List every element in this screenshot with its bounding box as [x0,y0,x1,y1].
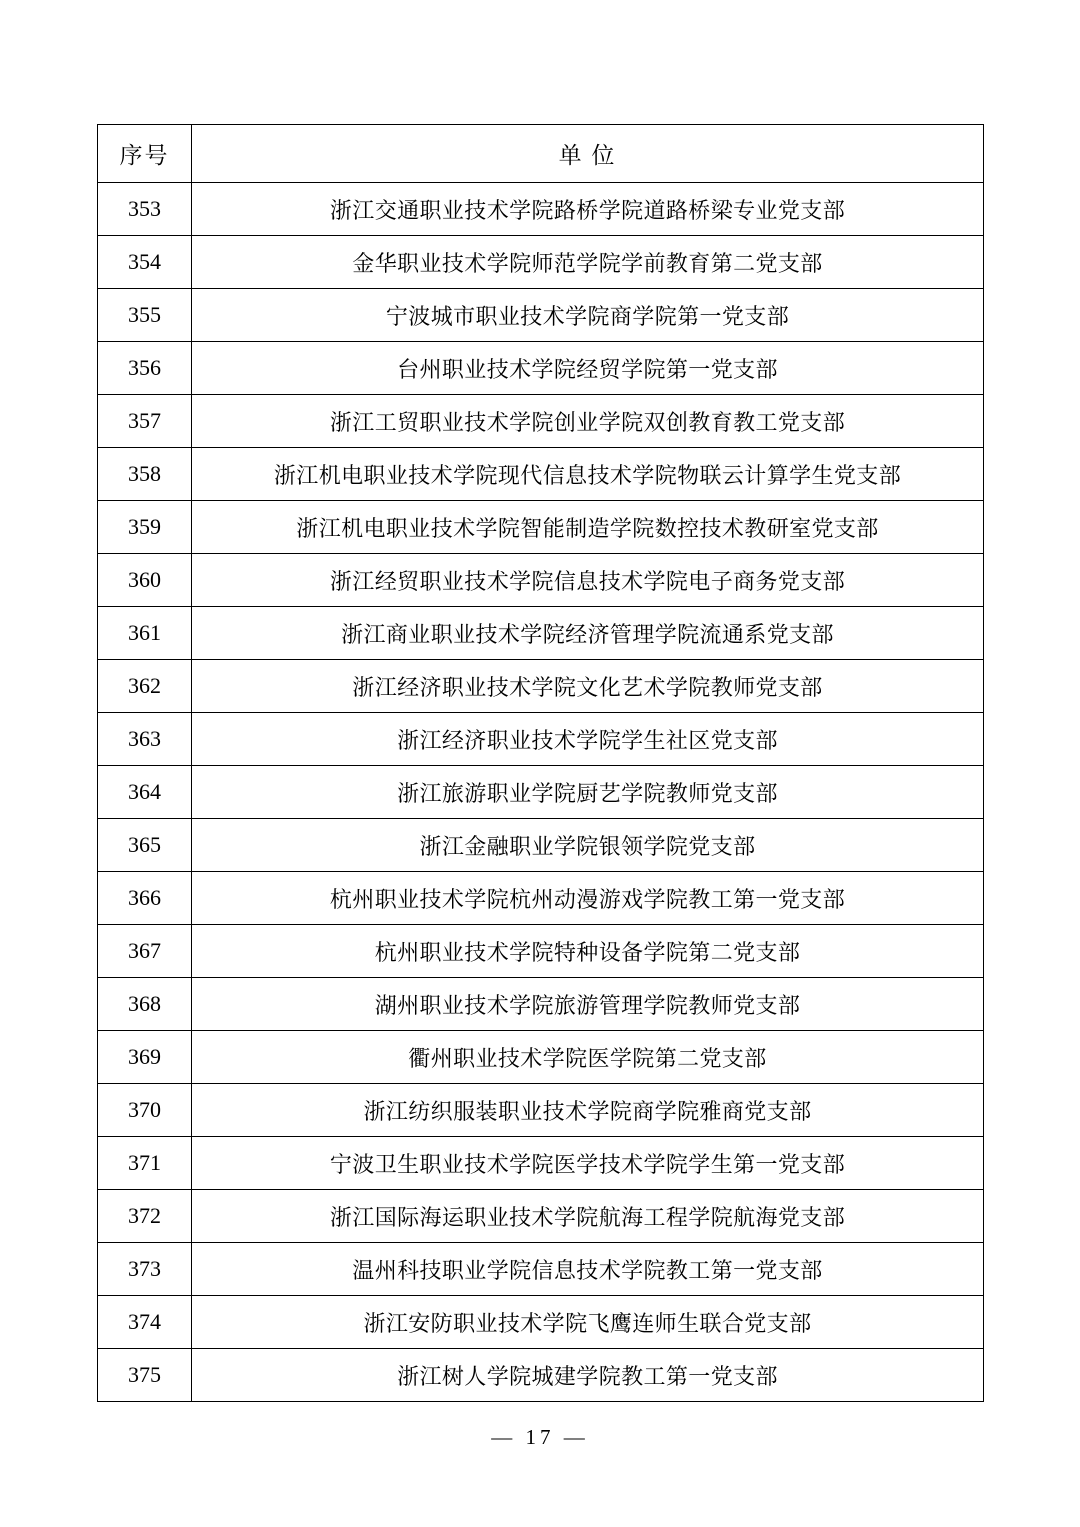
table-row [98,554,984,607]
table-row [98,925,984,978]
cell-unit-name: 温州科技职业学院信息技术学院教工第一党支部 [192,1243,984,1296]
cell-index: 372 [98,1190,192,1243]
cell-index: 375 [98,1349,192,1402]
cell-index: 371 [98,1137,192,1190]
table-row [98,1084,984,1137]
table-row [98,1349,984,1402]
cell-unit-name: 浙江经济职业技术学院文化艺术学院教师党支部 [192,660,984,713]
cell-index: 369 [98,1031,192,1084]
cell-index: 365 [98,819,192,872]
cell-index: 353 [98,183,192,236]
cell-index: 355 [98,289,192,342]
cell-unit-name: 台州职业技术学院经贸学院第一党支部 [192,342,984,395]
cell-unit-name: 浙江国际海运职业技术学院航海工程学院航海党支部 [192,1190,984,1243]
cell-index: 374 [98,1296,192,1349]
cell-unit-name: 金华职业技术学院师范学院学前教育第二党支部 [192,236,984,289]
table-row [98,448,984,501]
cell-index: 354 [98,236,192,289]
cell-index: 366 [98,872,192,925]
cell-index: 360 [98,554,192,607]
cell-unit-name: 浙江经贸职业技术学院信息技术学院电子商务党支部 [192,554,984,607]
cell-index: 367 [98,925,192,978]
cell-index: 373 [98,1243,192,1296]
table-row [98,660,984,713]
table-row [98,501,984,554]
cell-index: 359 [98,501,192,554]
cell-index: 368 [98,978,192,1031]
cell-unit-name: 浙江机电职业技术学院智能制造学院数控技术教研室党支部 [192,501,984,554]
table-row [98,1031,984,1084]
table-row [98,978,984,1031]
table-row [98,1137,984,1190]
table-row [98,819,984,872]
table-row [98,713,984,766]
cell-unit-name: 宁波城市职业技术学院商学院第一党支部 [192,289,984,342]
cell-index: 363 [98,713,192,766]
table-row [98,183,984,236]
table-row [98,289,984,342]
page-number: — 17 — [491,1425,589,1449]
cell-index: 361 [98,607,192,660]
table-row [98,395,984,448]
cell-index: 356 [98,342,192,395]
cell-unit-name: 杭州职业技术学院杭州动漫游戏学院教工第一党支部 [192,872,984,925]
table-body [98,125,984,1402]
cell-unit-name: 湖州职业技术学院旅游管理学院教师党支部 [192,978,984,1031]
table-row [98,1296,984,1349]
cell-index: 358 [98,448,192,501]
cell-unit-name: 浙江机电职业技术学院现代信息技术学院物联云计算学生党支部 [192,448,984,501]
cell-unit-name: 宁波卫生职业技术学院医学技术学院学生第一党支部 [192,1137,984,1190]
cell-unit-name: 浙江商业职业技术学院经济管理学院流通系党支部 [192,607,984,660]
cell-unit-name: 浙江旅游职业学院厨艺学院教师党支部 [192,766,984,819]
cell-unit-name: 浙江经济职业技术学院学生社区党支部 [192,713,984,766]
cell-unit-name: 浙江交通职业技术学院路桥学院道路桥梁专业党支部 [192,183,984,236]
cell-index: 370 [98,1084,192,1137]
column-header-unit: 单 位 [192,125,984,183]
cell-index: 364 [98,766,192,819]
column-header-no: 序号 [98,125,192,183]
table-row [98,236,984,289]
table-header-row [98,125,984,183]
cell-unit-name: 浙江工贸职业技术学院创业学院双创教育教工党支部 [192,395,984,448]
table-row [98,1190,984,1243]
cell-unit-name: 浙江纺织服装职业技术学院商学院雅商党支部 [192,1084,984,1137]
cell-unit-name: 浙江安防职业技术学院飞鹰连师生联合党支部 [192,1296,984,1349]
table-row [98,766,984,819]
unit-list-table [97,124,984,1402]
table-row [98,1243,984,1296]
cell-index: 362 [98,660,192,713]
cell-unit-name: 浙江树人学院城建学院教工第一党支部 [192,1349,984,1402]
cell-unit-name: 衢州职业技术学院医学院第二党支部 [192,1031,984,1084]
table-row [98,342,984,395]
cell-index: 357 [98,395,192,448]
table-row [98,872,984,925]
table-row [98,607,984,660]
cell-unit-name: 浙江金融职业学院银领学院党支部 [192,819,984,872]
cell-unit-name: 杭州职业技术学院特种设备学院第二党支部 [192,925,984,978]
